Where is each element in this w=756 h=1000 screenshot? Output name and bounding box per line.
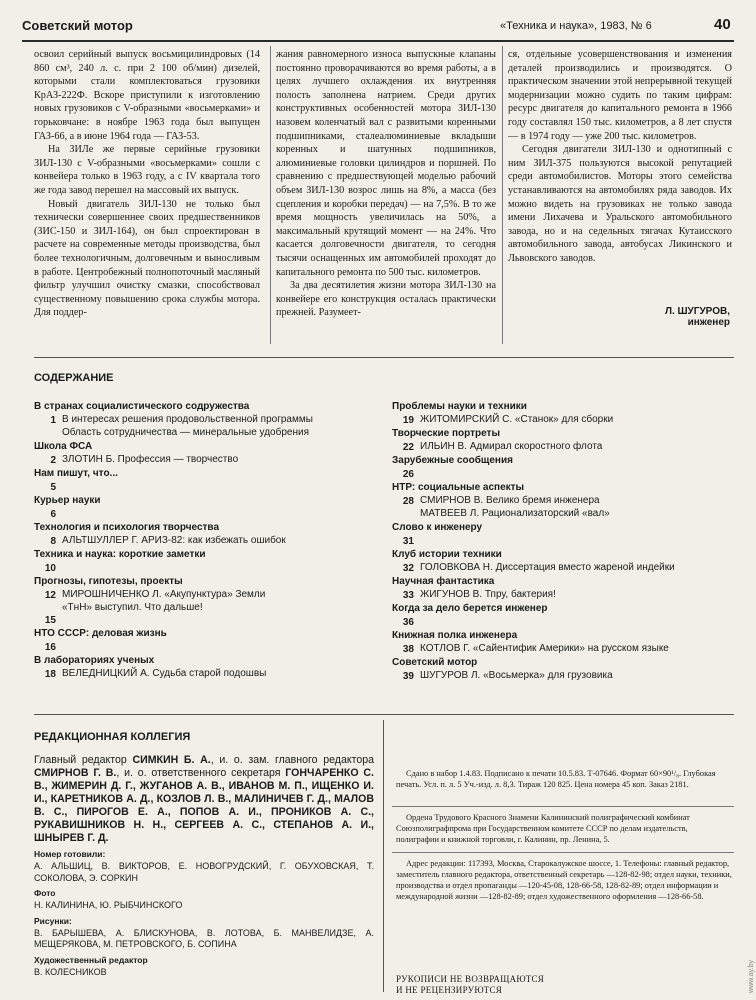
chief-editor-label: Главный редактор (34, 754, 133, 766)
print-info-1 (396, 768, 732, 790)
toc-page-number (34, 602, 56, 615)
column-rule-2 (502, 46, 503, 344)
credit-names: А. АЛЬШИЦ, В. ВИКТОРОВ, Е. НОВОГРУДСКИЙ, Г. ОБУХОВСКАЯ, Т. СОКОЛОВА, Э. СОРКИН (34, 861, 374, 883)
page-number: 40 (714, 16, 731, 33)
toc-page-number (34, 427, 56, 440)
toc-section-heading: Слово к инженеру (392, 521, 483, 533)
toc-entry-title: ЖИГУНОВ В. Тпру, бактерия! (420, 588, 556, 600)
toc-entry-title: В интересах решения продовольственной программы (62, 414, 313, 425)
toc-entry (392, 562, 732, 575)
toc-page-number: 10 (44, 562, 56, 574)
toc-entry-title (56, 641, 62, 654)
credit-label: Рисунки: (34, 915, 72, 926)
toc-section-heading: Нам пишут, что... (34, 467, 118, 479)
article-column-1 (34, 48, 260, 320)
toc-section-heading: Зарубежные сообщения (392, 455, 513, 466)
toc-entry (392, 414, 732, 427)
toc-page-number: 36 (402, 616, 414, 628)
toc-entry (392, 616, 732, 629)
deputy-editor-name: СМИРНОВ Г. В. (34, 767, 117, 779)
toc-entry-title (414, 535, 420, 548)
toc-entry (34, 668, 374, 681)
toc-page-number: 38 (402, 643, 414, 655)
section-divider (34, 357, 734, 358)
toc-page-number: 8 (50, 535, 56, 547)
toc-section-heading: Творческие портреты (392, 428, 500, 439)
running-head-section: Советский мотор (22, 18, 133, 33)
toc-page-number: 16 (44, 642, 56, 653)
toc-page-number: 33 (402, 589, 414, 601)
toc-page-number: 39 (402, 670, 414, 682)
toc-entry-title: ВЕЛЕДНИЦКИЙ А. Судьба старой подошвы (62, 668, 267, 679)
toc-entry (34, 641, 374, 654)
signature-role: инженер (687, 317, 730, 328)
toc-entry-title: ЖИТОМИРСКИЙ С. «Станок» для сборки (420, 414, 614, 425)
article-signature (560, 306, 730, 328)
toc-page-number: 18 (44, 669, 56, 680)
toc-entry-title: МИРОШНИЧЕНКО Л. «Акупунктура» Земли (62, 588, 266, 600)
toc-section-heading: Клуб истории техники (392, 548, 502, 560)
article-paragraph: Новый двигатель ЗИЛ-130 не только был технически совершеннее своих предшественников (ЗИС-150 и ЗИЛ-164), он был спроектирован в расчете на современные методы производства, был более технологичным, долговечным и выносливым в работе. Центробежный полнопоточный масляный фильтр улучшил очистку смазки, способствовал существенному повышению срока службы мотора. Для поддер- (34, 198, 260, 319)
secretary-label: , и. о. ответственного секретаря (116, 767, 286, 779)
toc-entry (34, 562, 374, 575)
toc-entry (34, 454, 374, 467)
toc-entry-title: МАТВЕЕВ Л. Рационализаторский «вал» (420, 508, 610, 519)
toc-right-column (392, 400, 732, 683)
chief-editor-name: СИМКИН Б. А. (132, 754, 211, 766)
watermark: www.ay.by (748, 960, 755, 993)
toc-entry (392, 643, 732, 656)
credit-names: Н. КАЛИНИНА, Ю. РЫБЧИНСКОГО (34, 900, 183, 910)
toc-entry-title (56, 614, 62, 627)
toc-section-heading: Советский мотор (392, 656, 478, 668)
toc-page-number (392, 508, 414, 521)
toc-entry-title: СМИРНОВ В. Велико бремя инженера (420, 495, 600, 506)
toc-entry-title: ИЛЬИН В. Адмирал скоростного флота (420, 441, 603, 452)
board-members: ГОНЧАРЕНКО С. В., ЖИМЕРИН Д. Г., ЖУГАНОВ А. В., ИВАНОВ М. П., ИЩЕНКО И. И., КАРЕТНИКОВ А. Д., КОЗЛОВ Л. В., МАЛИНИЧЕВ Г. Д., МАЛОВ В. С., ПИРОГОВ Е. А., ПОПОВ А. И., ПРОНИКОВ А. С., РУКАВИШНИКОВ Н. Н., СЕРГЕЕВ А. С., СТЕПАНОВ А. И., ШНЫРЕВ Г. Д. (34, 767, 374, 844)
editorial-board-title: РЕДАКЦИОННАЯ КОЛЛЕГИЯ (34, 731, 191, 743)
toc-section-heading: Книжная полка инженера (392, 629, 518, 641)
toc-section-heading: В лабораториях ученых (34, 655, 155, 666)
toc-section-heading: Технология и психология творчества (34, 521, 220, 533)
running-head-issue: «Техника и наука», 1983, № 6 (500, 20, 652, 32)
toc-page-number: 12 (44, 589, 56, 601)
toc-left-column (34, 400, 374, 681)
article-paragraph: За два десятилетия жизни мотора ЗИЛ-130 на конвейере его конструкция осталась практически прежней. Разумеет- (276, 280, 496, 319)
signature-name: Л. ШУГУРОВ, (664, 306, 730, 317)
toc-entry (392, 535, 732, 548)
toc-entry (392, 589, 732, 602)
article-paragraph: На ЗИЛе же первые серийные грузовики ЗИЛ-130 с V-образными «восьмерками» сошли с конвейера только в 1963 году, а с IV квартала того же года завод перешел на массовый их выпуск. (34, 144, 260, 196)
print-divider (392, 806, 734, 807)
toc-entry-title: Область сотрудничества — минеральные удобрения (62, 427, 309, 438)
header-rule (22, 40, 734, 42)
toc-entry-title (56, 481, 62, 494)
article-column-3 (508, 48, 732, 266)
printing-house: Ордена Трудового Красного Знамени Калининский полиграфический комбинат Союзполиграфпрома при Государственном комитете СССР по делам издательств, полиграфии и книжной торговли, г. Калинин, пр. Ленина, 5. (396, 813, 690, 844)
toc-entry (34, 508, 374, 521)
article-paragraph: ся, отдельные усовершенствования и изменения деталей производились и производятся. О практическом значении этой непрерывной текущей модернизации можно судить по таким цифрам: ресурс двигателя до капитального ремонта в 1966 году составлял 150 тыс. километров, а 8 лет спустя — в 1974 году — уже 200 тыс. километров. (508, 49, 732, 142)
credit-names: В. КОЛЕСНИКОВ (34, 966, 107, 977)
toc-entry (392, 495, 732, 508)
toc-entry (34, 535, 374, 548)
toc-entry-title (414, 468, 420, 481)
column-rule-1 (270, 46, 271, 344)
toc-page-number: 26 (402, 469, 414, 480)
toc-section-heading: Курьер науки (34, 494, 101, 506)
credit-label: Художественный редактор (34, 954, 148, 965)
toc-section-heading: Прогнозы, гипотезы, проекты (34, 575, 183, 587)
toc-entry-title: ГОЛОВКОВА Н. Диссертация вместо жареной индейки (420, 561, 675, 573)
toc-page-number: 6 (50, 508, 56, 520)
toc-section-heading: Школа ФСА (34, 440, 93, 452)
credit-label: Фото (34, 888, 56, 898)
toc-page-number: 32 (402, 562, 414, 574)
print-info-2 (396, 812, 732, 845)
print-details: Сдано в набор 1.4.83. Подписано к печати 10.5.83. Т-07646. Формат 60×90¹/₈. Глубокая печать. Усл. п. л. 5 Уч.-изд. л. 8,3. Тираж 120 825. Цена номера 45 коп. Заказ 2181. (396, 769, 716, 789)
manuscripts-notice (396, 974, 544, 996)
editorial-credits (34, 848, 374, 978)
toc-entry-title (56, 562, 62, 575)
toc-entry (392, 441, 732, 454)
section-divider (34, 714, 734, 715)
toc-entry (34, 602, 374, 615)
toc-section-heading: В странах социалистического содружества (34, 401, 250, 412)
toc-section-heading: Научная фантастика (392, 575, 495, 587)
notice-line-2: И НЕ РЕЦЕНЗИРУЮТСЯ (396, 985, 503, 995)
deputy-editor-label: , и. о. зам. главного редактора (210, 754, 375, 766)
toc-section-heading: Когда за дело берется инженер (392, 602, 548, 614)
toc-page-number: 2 (50, 454, 56, 466)
toc-section-heading: НТО СССР: деловая жизнь (34, 628, 167, 639)
toc-entry-title (414, 616, 420, 629)
toc-entry-title: АЛЬТШУЛЛЕР Г. АРИЗ-82: как избежать ошибок (62, 534, 286, 546)
toc-entry (392, 508, 732, 521)
toc-entry (34, 427, 374, 440)
toc-section-heading: Проблемы науки и техники (392, 401, 527, 412)
toc-entry-title: «ТнН» выступил. Что дальше! (62, 601, 203, 613)
print-info-3 (396, 858, 732, 902)
toc-section-heading: НТР: социальные аспекты (392, 482, 525, 493)
editorial-staff-list (34, 754, 374, 845)
toc-page-number: 22 (402, 442, 414, 453)
toc-entry-title: ШУГУРОВ Л. «Восьмерка» для грузовика (420, 669, 613, 681)
vertical-divider (383, 720, 384, 992)
toc-entry (34, 589, 374, 602)
toc-entry-title: КОТЛОВ Г. «Сайентифик Америки» на русском языке (420, 642, 669, 654)
editorial-board (34, 754, 374, 978)
credit-label: Номер готовили: (34, 849, 106, 859)
notice-line-1: РУКОПИСИ НЕ ВОЗВРАЩАЮТСЯ (396, 974, 545, 984)
toc-page-number: 5 (50, 481, 56, 493)
toc-entry-title (56, 508, 62, 521)
toc-entry (392, 468, 732, 481)
article-column-2 (276, 48, 496, 320)
article-paragraph: жания равномерного износа выпускные клапаны постоянно проворачиваются во время работы, а в целях лучшего охлаждения их внутренняя полость заполнена натрием. Среди других конструктивных особенностей мотора ЗИЛ-130 назовем коленчатый вал с развитыми коренными подшипниками, сталеалюминиевые вкладыши коренных и шатунных подшипников, алюминиевые головки цилиндров и поршней. По сравнению с предшествующей моделью рабочий объем ЗИЛ-130 возрос лишь на 8%, а масса (без сцепления и коробки передач) — на 7,5%. В то же время мощность увеличилась на 50%, а максимальный крутящий момент — на 24%. Что касается долговечности двигателя, то сегодня тысячи оснащенных им автомобилей проходят до капитального ремонта по 500 тыс. километров. (276, 49, 496, 278)
credit-names: В. БАРЫШЕВА, А. БЛИСКУНОВА, В. ЛОТОВА, Б. МАНВЕЛИДЗЕ, А. МЕЩЕРЯКОВА, М. ПЕТРОВСКОГО, Б. СОПИНА (34, 927, 374, 949)
toc-entry (34, 481, 374, 494)
toc-section-heading: Техника и наука: короткие заметки (34, 548, 206, 560)
article-paragraph: Сегодня двигатели ЗИЛ-130 и однотипный с ним ЗИЛ-375 пользуются высокой репутацией среди автомобилистов. Моторы этого семейства устанавливаются на автомобилях ряда заводов. Их можно видеть на грузовиках не только завода имени Лихачева и Уральского автомобильного завода, но и на седельных тягачах Кутаисского автомобильного завода, автобусах Ликинского и Львовского заводов. (508, 144, 732, 264)
toc-title: СОДЕРЖАНИЕ (34, 372, 114, 384)
toc-page-number: 28 (402, 496, 414, 507)
editorial-address: Адрес редакции: 117393, Москва, Старокалужское шоссе, 1. Телефоны: главный редактор, заместитель главного редактора, ответственный секретарь —128-82-98; отдел науки, техники, производства и отдел пропаганды —120-45-08, 128-66-58, 128-82-89; отдел информации и международной жизни —128-82-89; отдел художественного оформления —128-66-58. (396, 859, 732, 901)
article-paragraph: освоил серийный выпуск восьмицилиндровых (14 860 см³, 240 л. с. при 2 100 об/мин) дизелей, которыми стали комплектоваться грузовики КрАЗ-222Ф. Вскоре приступили к изготовлению новых грузовиков с V-образными «восьмерками» и горьковчане: в ноябре 1963 года был выпущен ГАЗ-66, а в июне 1964 года — ГАЗ-53. (34, 49, 260, 142)
toc-entry (34, 614, 374, 627)
toc-entry (34, 414, 374, 427)
toc-page-number: 19 (402, 415, 414, 426)
toc-page-number: 31 (402, 535, 414, 547)
toc-entry (392, 670, 732, 683)
toc-page-number: 15 (44, 615, 56, 626)
toc-entry-title: ЗЛОТИН Б. Профессия — творчество (62, 453, 239, 465)
toc-page-number: 1 (50, 415, 56, 426)
print-divider (392, 852, 734, 853)
